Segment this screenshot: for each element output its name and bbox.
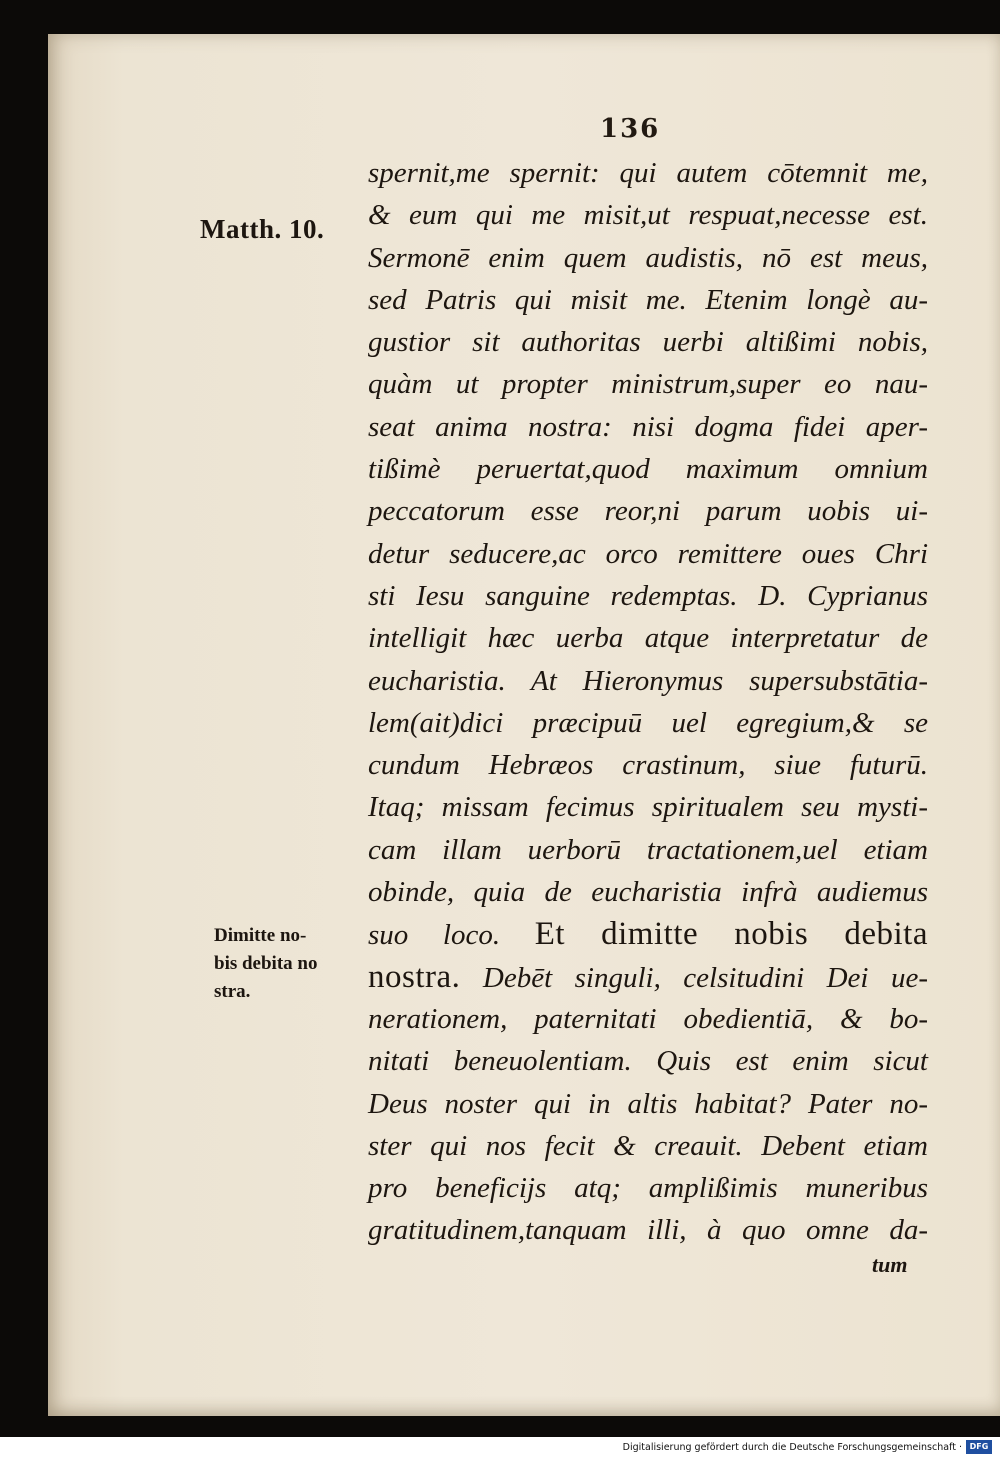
- text-line-heading-end: [368, 956, 928, 998]
- text-line: nerationem, paternitati obedientiā, & bo-: [368, 1002, 928, 1035]
- margin-note-line: Dimitte no-: [214, 925, 307, 946]
- text-line: eucharistia. At Hieronymus supersubstātia-: [368, 664, 928, 697]
- text-line: Deus noster qui in altis habitat? Pater no-: [368, 1087, 928, 1120]
- text-line: quàm ut propter ministrum,super eo nau-: [368, 368, 928, 401]
- text-line: seat anima nostra: nisi dogma fidei aper-: [368, 410, 928, 443]
- text-italic-segment: suo loco.: [368, 919, 501, 952]
- text-line: tißimè peruertat,quod maximum omnium: [368, 453, 928, 486]
- text-line: intelligit hæc uerba atque interpretatur de: [368, 622, 928, 655]
- text-line: cundum Hebræos crastinum, siue futurū.: [368, 749, 928, 782]
- margin-note-matth: Matth. 10.: [200, 214, 325, 244]
- text-line: Sermonē enim quem audistis, nō est meus,: [368, 241, 928, 274]
- text-line: gratitudinem,tanquam illi, à quo omne da-: [368, 1214, 928, 1247]
- text-line: Itaq; missam fecimus spiritualem seu mysti-: [368, 791, 928, 824]
- text-line: sti Iesu sanguine redemptas. D. Cyprianus: [368, 579, 928, 612]
- text-line: gustior sit authoritas uerbi altißimi nobis,: [368, 326, 928, 359]
- text-line: sed Patris qui misit me. Etenim longè au-: [368, 283, 928, 316]
- text-line: spernit,me spernit: qui autem cōtemnit me,: [368, 157, 928, 189]
- body-text-block: [368, 152, 928, 1252]
- margin-note-line: bis debita no: [214, 953, 318, 974]
- text-line: lem(ait)dici præcipuū uel egregium,& se: [368, 706, 928, 739]
- text-line: cam illam uerborū tractationem,uel etiam: [368, 833, 928, 866]
- text-line: pro beneficijs atq; amplißimis muneribus: [368, 1172, 928, 1205]
- margin-note-dimitte: [214, 922, 354, 1006]
- text-line: ster qui nos fecit & creauit. Debent etiam: [368, 1129, 928, 1162]
- text-line: & eum qui me misit,ut respuat,necesse est.: [368, 199, 928, 232]
- digitization-credit: Digitalisierung gefördert durch die Deutsche Forschungsgemeinschaft ·: [622, 1442, 962, 1453]
- text-line-heading-start: [368, 913, 928, 955]
- margin-note-line: stra.: [214, 981, 251, 1002]
- pater-noster-heading: Et dimitte nobis debita: [534, 916, 928, 953]
- text-line: detur seducere,ac orco remittere oues Chri: [368, 537, 928, 570]
- text-line: peccatorum esse reor,ni parum uobis ui-: [368, 495, 928, 528]
- text-line: obinde, quia de eucharistia infrà audiemus: [368, 876, 928, 909]
- page-number: 136: [600, 114, 661, 144]
- text-italic-segment: Debēt singuli, celsitudini Dei ue-: [482, 961, 928, 994]
- dfg-logo: DFG: [966, 1440, 992, 1454]
- text-line: nitati beneuolentiam. Quis est enim sicut: [368, 1045, 928, 1078]
- catchword: tum: [872, 1252, 908, 1277]
- pater-noster-heading-end: nostra.: [368, 958, 461, 995]
